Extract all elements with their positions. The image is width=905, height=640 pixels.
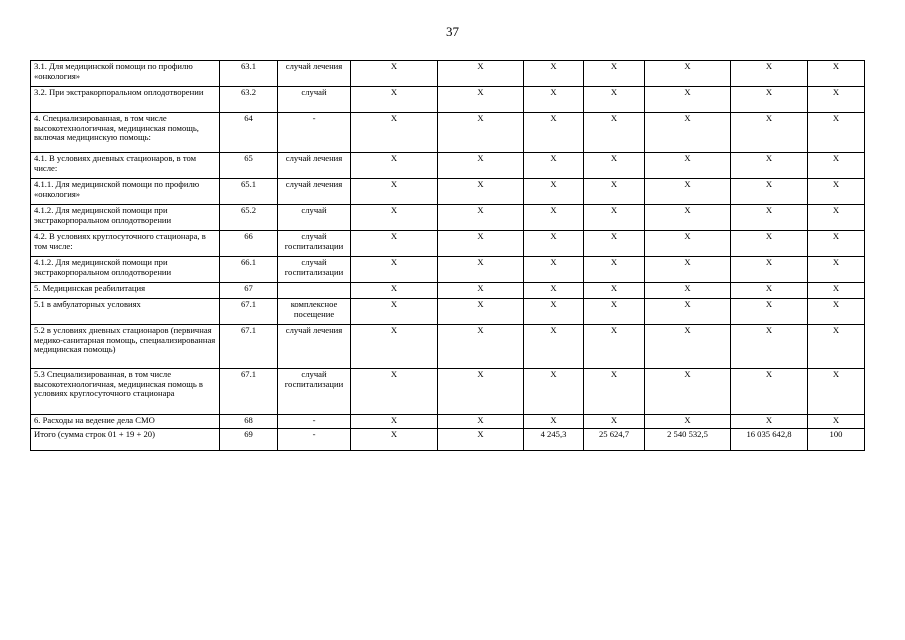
row-value-cell: X — [808, 257, 865, 283]
row-value-cell: X — [808, 325, 865, 369]
row-value-cell: X — [438, 231, 524, 257]
row-code-cell: 65 — [220, 153, 278, 179]
table-row — [31, 87, 865, 113]
row-value-cell: X — [438, 205, 524, 231]
row-value-cell: X — [438, 87, 524, 113]
row-value-cell: X — [524, 205, 584, 231]
data-table — [30, 60, 865, 451]
row-unit-cell — [278, 283, 351, 299]
row-name-cell: 5.3 Специализированная, в том числе высокотехнологичная, медицинская помощь в условиях круглосуточного стационара — [31, 369, 220, 415]
row-name-cell: 4.1.2. Для медицинской помощи при экстракорпоральном оплодотворении — [31, 205, 220, 231]
row-value-cell: X — [808, 205, 865, 231]
row-value-cell: X — [731, 415, 808, 429]
row-value-cell: X — [524, 113, 584, 153]
row-unit-cell: случай госпитализации — [278, 369, 351, 415]
row-unit-cell: случай госпитализации — [278, 231, 351, 257]
row-value-cell: 100 — [808, 429, 865, 451]
row-value-cell: X — [731, 153, 808, 179]
row-value-cell: X — [731, 61, 808, 87]
row-value-cell: X — [645, 325, 731, 369]
page-number: 37 — [446, 24, 459, 39]
row-value-cell: X — [808, 415, 865, 429]
row-value-cell: X — [351, 415, 438, 429]
row-value-cell: X — [524, 415, 584, 429]
row-value-cell: X — [524, 325, 584, 369]
row-value-cell: X — [645, 153, 731, 179]
table-row — [31, 179, 865, 205]
table-row — [31, 153, 865, 179]
row-code-cell: 66.1 — [220, 257, 278, 283]
row-value-cell: X — [584, 283, 645, 299]
row-name-cell: 4.1.2. Для медицинской помощи при экстракорпоральном оплодотворении — [31, 257, 220, 283]
row-value-cell: X — [438, 429, 524, 451]
row-value-cell: X — [351, 153, 438, 179]
row-value-cell: X — [438, 369, 524, 415]
row-value-cell: X — [524, 369, 584, 415]
row-value-cell: X — [645, 231, 731, 257]
table-row — [31, 113, 865, 153]
row-value-cell: 16 035 642,8 — [731, 429, 808, 451]
table-row — [31, 205, 865, 231]
row-value-cell: X — [584, 415, 645, 429]
row-code-cell: 63.2 — [220, 87, 278, 113]
row-value-cell: X — [584, 325, 645, 369]
table-body — [31, 61, 865, 451]
row-code-cell: 67.1 — [220, 325, 278, 369]
row-value-cell: X — [438, 325, 524, 369]
row-value-cell: X — [731, 299, 808, 325]
row-value-cell: X — [808, 113, 865, 153]
row-code-cell: 67.1 — [220, 299, 278, 325]
row-value-cell: X — [584, 153, 645, 179]
row-unit-cell: - — [278, 415, 351, 429]
row-value-cell: X — [808, 87, 865, 113]
row-value-cell: X — [351, 325, 438, 369]
row-value-cell: X — [731, 325, 808, 369]
table-row — [31, 429, 865, 451]
row-name-cell: 4.1.1. Для медицинской помощи по профилю «онкология» — [31, 179, 220, 205]
row-value-cell: X — [351, 257, 438, 283]
row-code-cell: 63.1 — [220, 61, 278, 87]
row-value-cell: X — [438, 61, 524, 87]
row-value-cell: X — [808, 179, 865, 205]
row-name-cell: 4.2. В условиях круглосуточного стационара, в том числе: — [31, 231, 220, 257]
row-value-cell: X — [808, 153, 865, 179]
row-value-cell: X — [351, 429, 438, 451]
row-unit-cell: случай лечения — [278, 61, 351, 87]
row-code-cell: 65.2 — [220, 205, 278, 231]
row-value-cell: X — [524, 299, 584, 325]
row-unit-cell: комплексное посещение — [278, 299, 351, 325]
row-name-cell: Итого (сумма строк 01 + 19 + 20) — [31, 429, 220, 451]
row-value-cell: X — [351, 283, 438, 299]
row-unit-cell: случай лечения — [278, 179, 351, 205]
row-value-cell: X — [438, 283, 524, 299]
row-unit-cell: случай лечения — [278, 153, 351, 179]
row-unit-cell: случай — [278, 87, 351, 113]
table-row — [31, 283, 865, 299]
row-value-cell: X — [438, 153, 524, 179]
row-unit-cell: - — [278, 113, 351, 153]
row-name-cell: 5.1 в амбулаторных условиях — [31, 299, 220, 325]
row-value-cell: X — [645, 179, 731, 205]
row-value-cell: X — [584, 61, 645, 87]
row-name-cell: 5. Медицинская реабилитация — [31, 283, 220, 299]
row-value-cell: 4 245,3 — [524, 429, 584, 451]
row-value-cell: X — [645, 369, 731, 415]
row-value-cell: X — [524, 257, 584, 283]
row-code-cell: 64 — [220, 113, 278, 153]
row-value-cell: X — [438, 113, 524, 153]
row-value-cell: X — [584, 87, 645, 113]
row-value-cell: X — [351, 205, 438, 231]
row-value-cell: X — [808, 299, 865, 325]
row-value-cell: X — [584, 369, 645, 415]
row-name-cell: 5.2 в условиях дневных стационаров (первичная медико-санитарная помощь, специализированная медицинская помощь) — [31, 325, 220, 369]
row-value-cell: X — [645, 299, 731, 325]
row-value-cell: X — [645, 113, 731, 153]
row-unit-cell: случай лечения — [278, 325, 351, 369]
row-value-cell: X — [438, 257, 524, 283]
row-value-cell: X — [438, 179, 524, 205]
row-value-cell: X — [645, 415, 731, 429]
row-code-cell: 66 — [220, 231, 278, 257]
row-value-cell: X — [351, 87, 438, 113]
row-value-cell: X — [351, 231, 438, 257]
row-value-cell: X — [731, 257, 808, 283]
table-row — [31, 369, 865, 415]
table-row — [31, 231, 865, 257]
row-value-cell: X — [524, 283, 584, 299]
row-value-cell: X — [351, 113, 438, 153]
row-value-cell: X — [524, 179, 584, 205]
row-value-cell: 25 624,7 — [584, 429, 645, 451]
row-value-cell: X — [645, 87, 731, 113]
row-value-cell: X — [731, 205, 808, 231]
row-value-cell: X — [438, 415, 524, 429]
row-value-cell: 2 540 532,5 — [645, 429, 731, 451]
row-value-cell: X — [808, 283, 865, 299]
row-value-cell: X — [351, 179, 438, 205]
row-value-cell: X — [808, 369, 865, 415]
row-value-cell: X — [584, 299, 645, 325]
row-value-cell: X — [808, 61, 865, 87]
row-code-cell: 67.1 — [220, 369, 278, 415]
row-value-cell: X — [524, 153, 584, 179]
row-code-cell: 65.1 — [220, 179, 278, 205]
row-value-cell: X — [351, 61, 438, 87]
row-unit-cell: - — [278, 429, 351, 451]
row-value-cell: X — [731, 369, 808, 415]
row-name-cell: 4. Специализированная, в том числе высокотехнологичная, медицинская помощь, включая медицинскую помощь: — [31, 113, 220, 153]
table-row — [31, 415, 865, 429]
table-row — [31, 299, 865, 325]
row-value-cell: X — [645, 205, 731, 231]
row-value-cell: X — [645, 61, 731, 87]
row-code-cell: 67 — [220, 283, 278, 299]
row-value-cell: X — [731, 231, 808, 257]
row-value-cell: X — [731, 87, 808, 113]
row-value-cell: X — [645, 257, 731, 283]
row-value-cell: X — [731, 113, 808, 153]
row-name-cell: 3.2. При экстракорпоральном оплодотворении — [31, 87, 220, 113]
row-value-cell: X — [438, 299, 524, 325]
row-value-cell: X — [351, 299, 438, 325]
row-value-cell: X — [584, 205, 645, 231]
row-value-cell: X — [645, 283, 731, 299]
table-row — [31, 61, 865, 87]
table-row — [31, 257, 865, 283]
row-value-cell: X — [731, 179, 808, 205]
row-name-cell: 4.1. В условиях дневных стационаров, в том числе: — [31, 153, 220, 179]
row-name-cell: 3.1. Для медицинской помощи по профилю «онкология» — [31, 61, 220, 87]
row-code-cell: 68 — [220, 415, 278, 429]
row-unit-cell: случай госпитализации — [278, 257, 351, 283]
row-value-cell: X — [524, 87, 584, 113]
table-row — [31, 325, 865, 369]
row-value-cell: X — [524, 231, 584, 257]
row-unit-cell: случай — [278, 205, 351, 231]
row-value-cell: X — [731, 283, 808, 299]
row-value-cell: X — [584, 113, 645, 153]
row-value-cell: X — [584, 179, 645, 205]
row-value-cell: X — [524, 61, 584, 87]
row-code-cell: 69 — [220, 429, 278, 451]
row-value-cell: X — [808, 231, 865, 257]
row-name-cell: 6. Расходы на ведение дела СМО — [31, 415, 220, 429]
row-value-cell: X — [351, 369, 438, 415]
row-value-cell: X — [584, 257, 645, 283]
row-value-cell: X — [584, 231, 645, 257]
